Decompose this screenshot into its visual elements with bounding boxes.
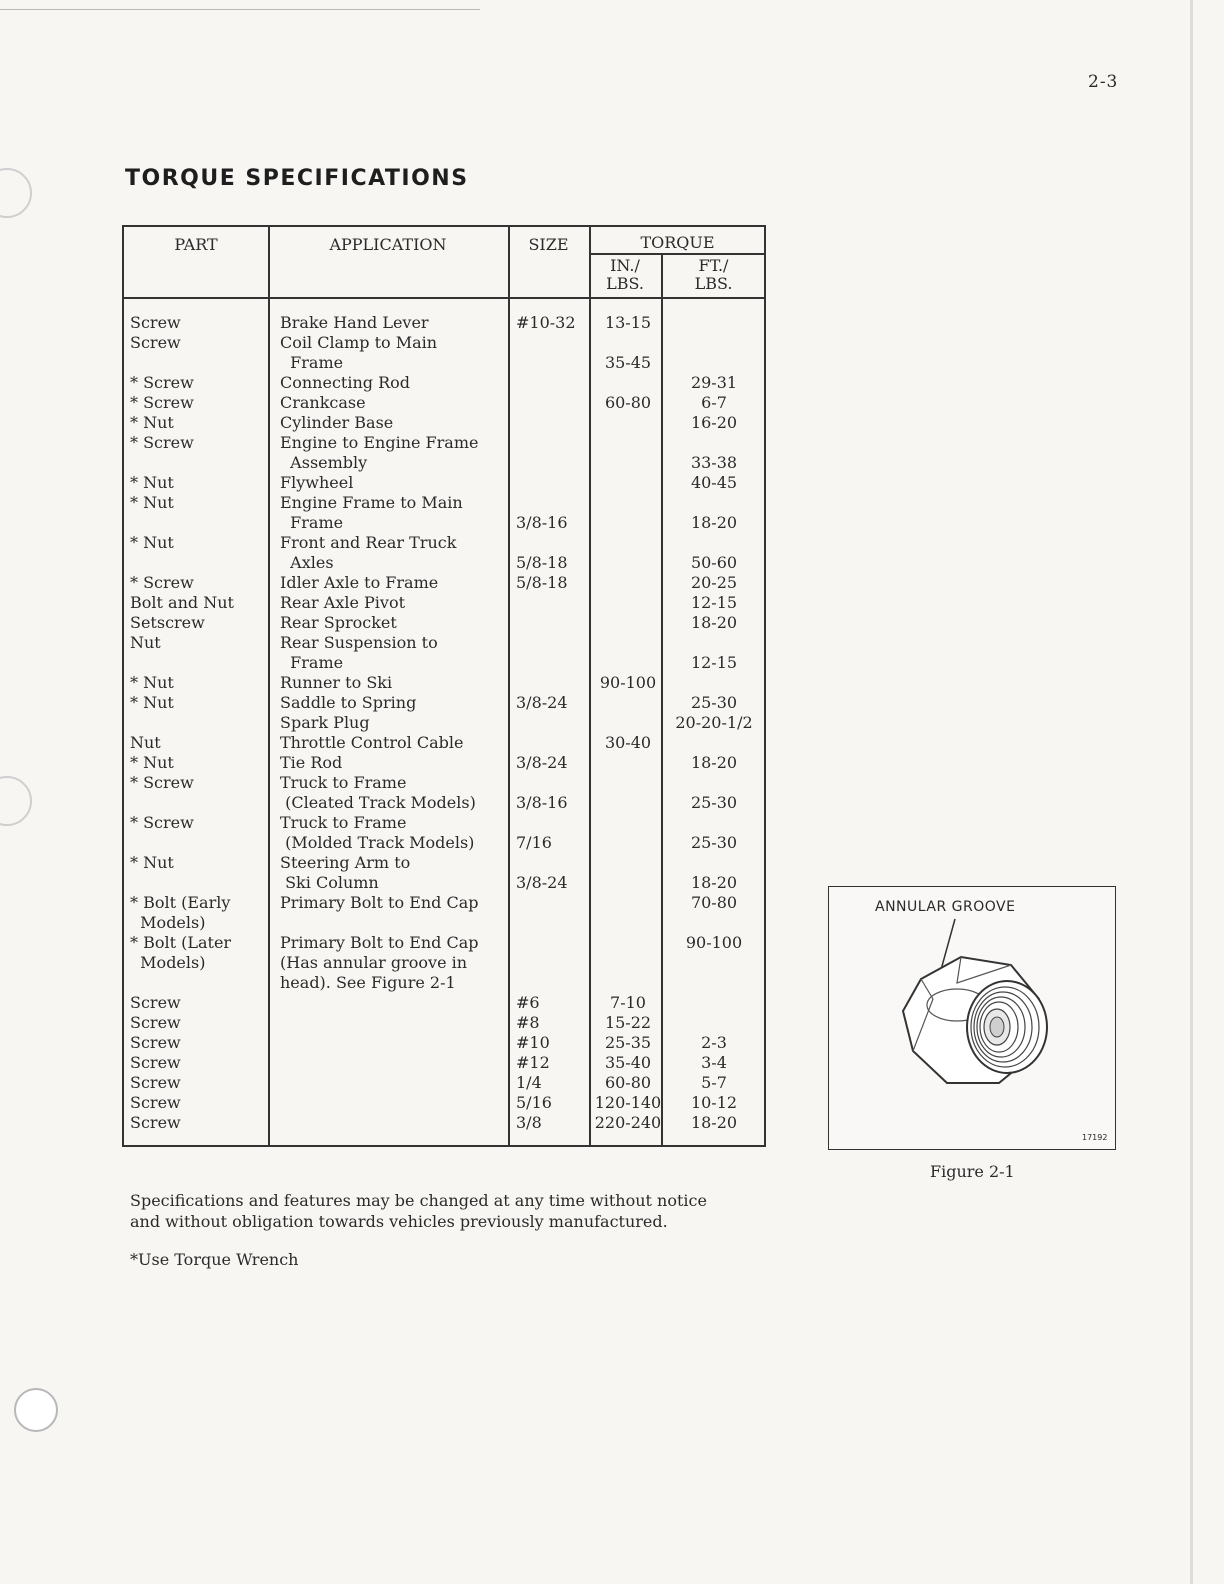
punch-hole-top — [0, 168, 32, 218]
punch-hole-bottom — [14, 1388, 58, 1432]
cell-application: Engine to Engine Frame Assembly — [280, 433, 479, 472]
cell-part: Screw — [130, 1033, 181, 1052]
figure-label: ANNULAR GROOVE — [875, 899, 1016, 915]
torque-header-rule — [589, 253, 764, 255]
cell-application: Coil Clamp to Main Frame — [280, 333, 438, 372]
cell-part: Bolt and Nut — [130, 593, 234, 612]
cell-application: Rear Axle Pivot — [280, 593, 406, 612]
cell-part: Screw — [130, 1073, 181, 1092]
cell-application: Saddle to Spring — [280, 693, 417, 712]
header-rule — [124, 297, 764, 299]
cell-size: #12 — [516, 1053, 550, 1072]
cell-ft-lbs: 2-3 — [701, 1033, 727, 1052]
disclaimer-note: Specifications and features may be changed at any time without notice and without obligation towards vehicles previously manufactured. — [130, 1191, 707, 1231]
cell-application: Primary Bolt to End Cap — [280, 893, 479, 912]
cell-ft-lbs: 16-20 — [690, 413, 738, 432]
cell-size: 3/8-16 — [516, 793, 568, 812]
cell-application: Steering Arm to Ski Column — [280, 853, 411, 892]
cell-ft-lbs: 70-80 — [690, 893, 738, 912]
cell-part: Nut — [130, 633, 161, 652]
cell-ft-lbs: 33-38 — [690, 453, 738, 472]
cell-size: 3/8 — [516, 1113, 542, 1132]
cell-application: Crankcase — [280, 393, 366, 412]
cell-application: Spark Plug — [280, 713, 370, 732]
cell-part: Screw — [130, 1093, 181, 1112]
torque-table — [122, 225, 766, 1147]
column-divider — [508, 227, 510, 1145]
cell-size: 7/16 — [516, 833, 552, 852]
cell-ft-lbs: 10-12 — [690, 1093, 738, 1112]
cell-ft-lbs: 50-60 — [690, 553, 738, 572]
cell-in-lbs: 35-40 — [604, 1053, 652, 1072]
cell-ft-lbs: 18-20 — [690, 513, 738, 532]
cell-part: * Bolt (Early Models) — [130, 893, 231, 932]
cell-ft-lbs: 25-30 — [690, 693, 738, 712]
cell-size: #10-32 — [516, 313, 576, 332]
cell-size: #10 — [516, 1033, 550, 1052]
header-torque: TORQUE — [640, 233, 715, 252]
cell-application: Front and Rear Truck Axles — [280, 533, 457, 572]
cell-part: * Screw — [130, 813, 194, 832]
cell-ft-lbs: 6-7 — [701, 393, 727, 412]
cell-application: Primary Bolt to End Cap (Has annular groove in head). See Figure 2-1 — [280, 933, 479, 992]
cell-ft-lbs: 12-15 — [690, 593, 738, 612]
cell-in-lbs: 35-45 — [604, 353, 652, 372]
page-edge-shadow — [1190, 0, 1193, 1584]
cell-application: Truck to Frame (Molded Track Models) — [280, 813, 475, 852]
cell-ft-lbs: 3-4 — [701, 1053, 727, 1072]
cell-size: #8 — [516, 1013, 540, 1032]
cell-application: Engine Frame to Main Frame — [280, 493, 463, 532]
cell-part: * Nut — [130, 413, 174, 432]
header-size: SIZE — [528, 235, 569, 254]
cell-in-lbs: 7-10 — [610, 993, 646, 1012]
page-title: TORQUE SPECIFICATIONS — [125, 166, 469, 191]
cell-ft-lbs: 5-7 — [701, 1073, 727, 1092]
cell-application: Tie Rod — [280, 753, 343, 772]
cell-application: Cylinder Base — [280, 413, 394, 432]
cell-part: * Screw — [130, 433, 194, 452]
cell-size: 1/4 — [516, 1073, 542, 1092]
figure-caption: Figure 2-1 — [930, 1162, 1015, 1181]
cell-in-lbs: 15-22 — [604, 1013, 652, 1032]
cell-application: Rear Suspension to Frame — [280, 633, 438, 672]
cell-ft-lbs: 25-30 — [690, 833, 738, 852]
cell-part: Screw — [130, 1013, 181, 1032]
header-in-lbs: IN./ LBS. — [606, 256, 644, 293]
cell-ft-lbs: 29-31 — [690, 373, 738, 392]
cell-size: 3/8-16 — [516, 513, 568, 532]
cell-in-lbs: 120-140 — [594, 1093, 662, 1112]
cell-application: Brake Hand Lever — [280, 313, 429, 332]
cell-part: Screw — [130, 1053, 181, 1072]
cell-application: Flywheel — [280, 473, 354, 492]
cell-in-lbs: 220-240 — [594, 1113, 662, 1132]
column-divider — [268, 227, 270, 1145]
cell-part: * Nut — [130, 473, 174, 492]
cell-application: Throttle Control Cable — [280, 733, 464, 752]
cell-part: Setscrew — [130, 613, 205, 632]
column-divider — [589, 227, 591, 1145]
punch-hole-middle — [0, 776, 32, 826]
primary-bolt-illustration — [829, 887, 1117, 1151]
cell-part: * Screw — [130, 773, 194, 792]
cell-part: Screw — [130, 993, 181, 1012]
top-rule — [0, 9, 480, 10]
cell-size: 3/8-24 — [516, 753, 568, 772]
cell-ft-lbs: 12-15 — [690, 653, 738, 672]
cell-ft-lbs: 18-20 — [690, 613, 738, 632]
cell-application: Idler Axle to Frame — [280, 573, 439, 592]
cell-part: * Nut — [130, 753, 174, 772]
cell-ft-lbs: 20-25 — [690, 573, 738, 592]
cell-ft-lbs: 40-45 — [690, 473, 738, 492]
cell-application: Truck to Frame (Cleated Track Models) — [280, 773, 476, 812]
torque-wrench-note: *Use Torque Wrench — [130, 1250, 299, 1269]
cell-part: Screw — [130, 313, 181, 332]
cell-application: Runner to Ski — [280, 673, 393, 692]
cell-part: Screw — [130, 1113, 181, 1132]
cell-ft-lbs: 18-20 — [690, 1113, 738, 1132]
cell-part: * Nut — [130, 493, 174, 512]
cell-part: * Nut — [130, 693, 174, 712]
cell-application: Connecting Rod — [280, 373, 411, 392]
cell-ft-lbs: 18-20 — [690, 753, 738, 772]
cell-in-lbs: 25-35 — [604, 1033, 652, 1052]
cell-in-lbs: 90-100 — [599, 673, 657, 692]
cell-part: * Nut — [130, 853, 174, 872]
cell-size: 3/8-24 — [516, 873, 568, 892]
cell-part: * Screw — [130, 393, 194, 412]
figure-code: 17192 — [1082, 1133, 1108, 1142]
cell-ft-lbs: 25-30 — [690, 793, 738, 812]
cell-part: Nut — [130, 733, 161, 752]
cell-in-lbs: 60-80 — [604, 393, 652, 412]
cell-ft-lbs: 18-20 — [690, 873, 738, 892]
cell-ft-lbs: 90-100 — [685, 933, 743, 952]
header-part: PART — [174, 235, 218, 254]
cell-size: 5/8-18 — [516, 553, 568, 572]
cell-size: #6 — [516, 993, 540, 1012]
header-ft-lbs: FT./ LBS. — [694, 256, 733, 293]
cell-part: Screw — [130, 333, 181, 352]
cell-in-lbs: 30-40 — [604, 733, 652, 752]
cell-size: 3/8-24 — [516, 693, 568, 712]
cell-part: * Nut — [130, 673, 174, 692]
cell-in-lbs: 60-80 — [604, 1073, 652, 1092]
header-application: APPLICATION — [329, 235, 447, 254]
cell-application: Rear Sprocket — [280, 613, 397, 632]
cell-part: * Screw — [130, 373, 194, 392]
figure-2-1 — [828, 886, 1116, 1150]
cell-size: 5/16 — [516, 1093, 552, 1112]
cell-in-lbs: 13-15 — [604, 313, 652, 332]
cell-size: 5/8-18 — [516, 573, 568, 592]
page-number: 2-3 — [1088, 72, 1119, 92]
cell-part: * Screw — [130, 573, 194, 592]
cell-part: * Nut — [130, 533, 174, 552]
cell-ft-lbs: 20-20-1/2 — [675, 713, 753, 732]
cell-part: * Bolt (Later Models) — [130, 933, 232, 972]
